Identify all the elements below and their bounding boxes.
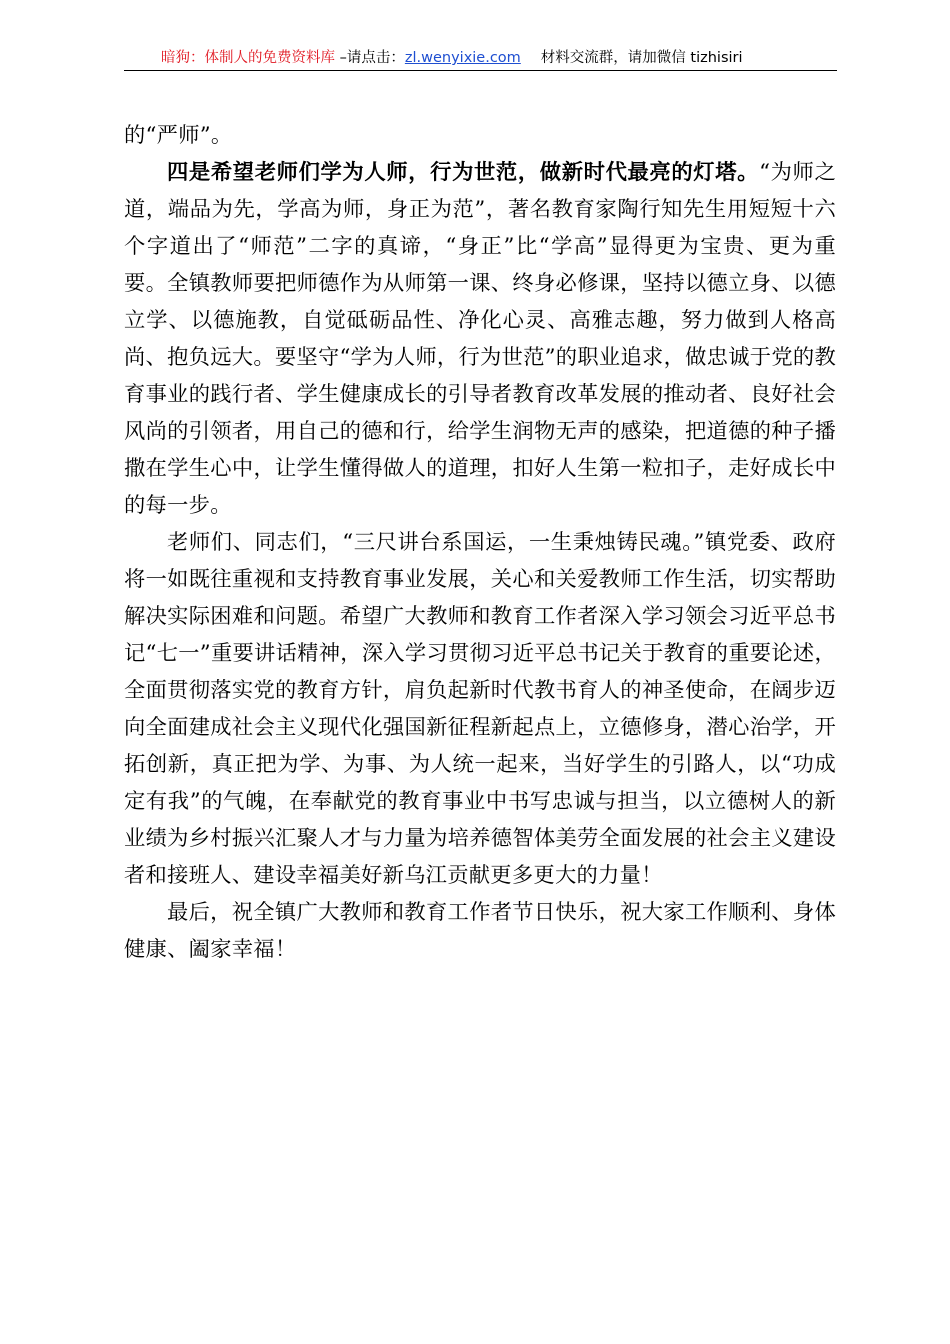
point-four-text: “为师之道，端品为先，学高为师，身正为范”，著名教育家陶行知先生用短短十六个字道出了“师范”二字的真谛，“身正”比“学高”显得更为宝贵、更为重要。全镇教师要把师德作为从师第一课、终身必修课，坚持以德立身、以德立学、以德施教，自觉砥砺品性、净化心灵、高雅志趣，努力做到人格高尚、抱负远大。要坚守“学为人师，行为世范”的职业追求，做忠诚于党的教育事业的践行者、学生健康成长的引导者教育改革发展的推动者、良好社会风尚的引领者，用自己的德和行，给学生润物无声的感染，把道德的种子播撒在学生心中，让学生懂得做人的道理，扣好人生第一粒扣子，走好成长中的每一步。 <box>124 160 836 518</box>
paragraph-closing-appeal: 老师们、同志们，“三尺讲台系国运，一生秉烛铸民魂。”镇党委、政府将一如既往重视和支持教育事业发展，关心和关爱教师工作生活，切实帮助解决实际困难和问题。希望广大教师和教育工作者深入学习领会习近平总书记“七一”重要讲话精神，深入学习贯彻习近平总书记关于教育的重要论述，全面贯彻落实党的教育方针，肩负起新时代教书育人的神圣使命，在阔步迈向全面建成社会主义现代化强国新征程新起点上，立德修身，潜心治学，开拓创新，真正把为学、为事、为人统一起来，当好学生的引路人，以“功成定有我”的气魄，在奉献党的教育事业中书写忠诚与担当，以立德树人的新业绩为乡村振兴汇聚人才与力量为培养德智体美劳全面发展的社会主义建设者和接班人、建设幸福美好新乌江贡献更多更大的力量！ <box>124 530 836 888</box>
header-divider <box>124 70 837 71</box>
point-four-heading: 四是希望老师们学为人师，行为世范，做新时代最亮的灯塔。 <box>167 160 760 185</box>
header-contact: 材料交流群，请加微信 tizhisiri <box>540 50 743 66</box>
header-prompt: –请点击： <box>335 50 405 66</box>
header-link[interactable]: zl.wenyixie.com <box>404 50 521 66</box>
paragraph-continuation: 的“严师”。 <box>124 123 233 148</box>
paragraph-point-four <box>124 154 836 524</box>
header-brand: 暗狗：体制人的免费资料库 <box>161 50 335 66</box>
page-header <box>124 46 837 70</box>
document-body <box>124 117 836 968</box>
paragraph-final-wishes: 最后，祝全镇广大教师和教育工作者节日快乐，祝大家工作顺利、身体健康、阖家幸福！ <box>124 900 836 962</box>
